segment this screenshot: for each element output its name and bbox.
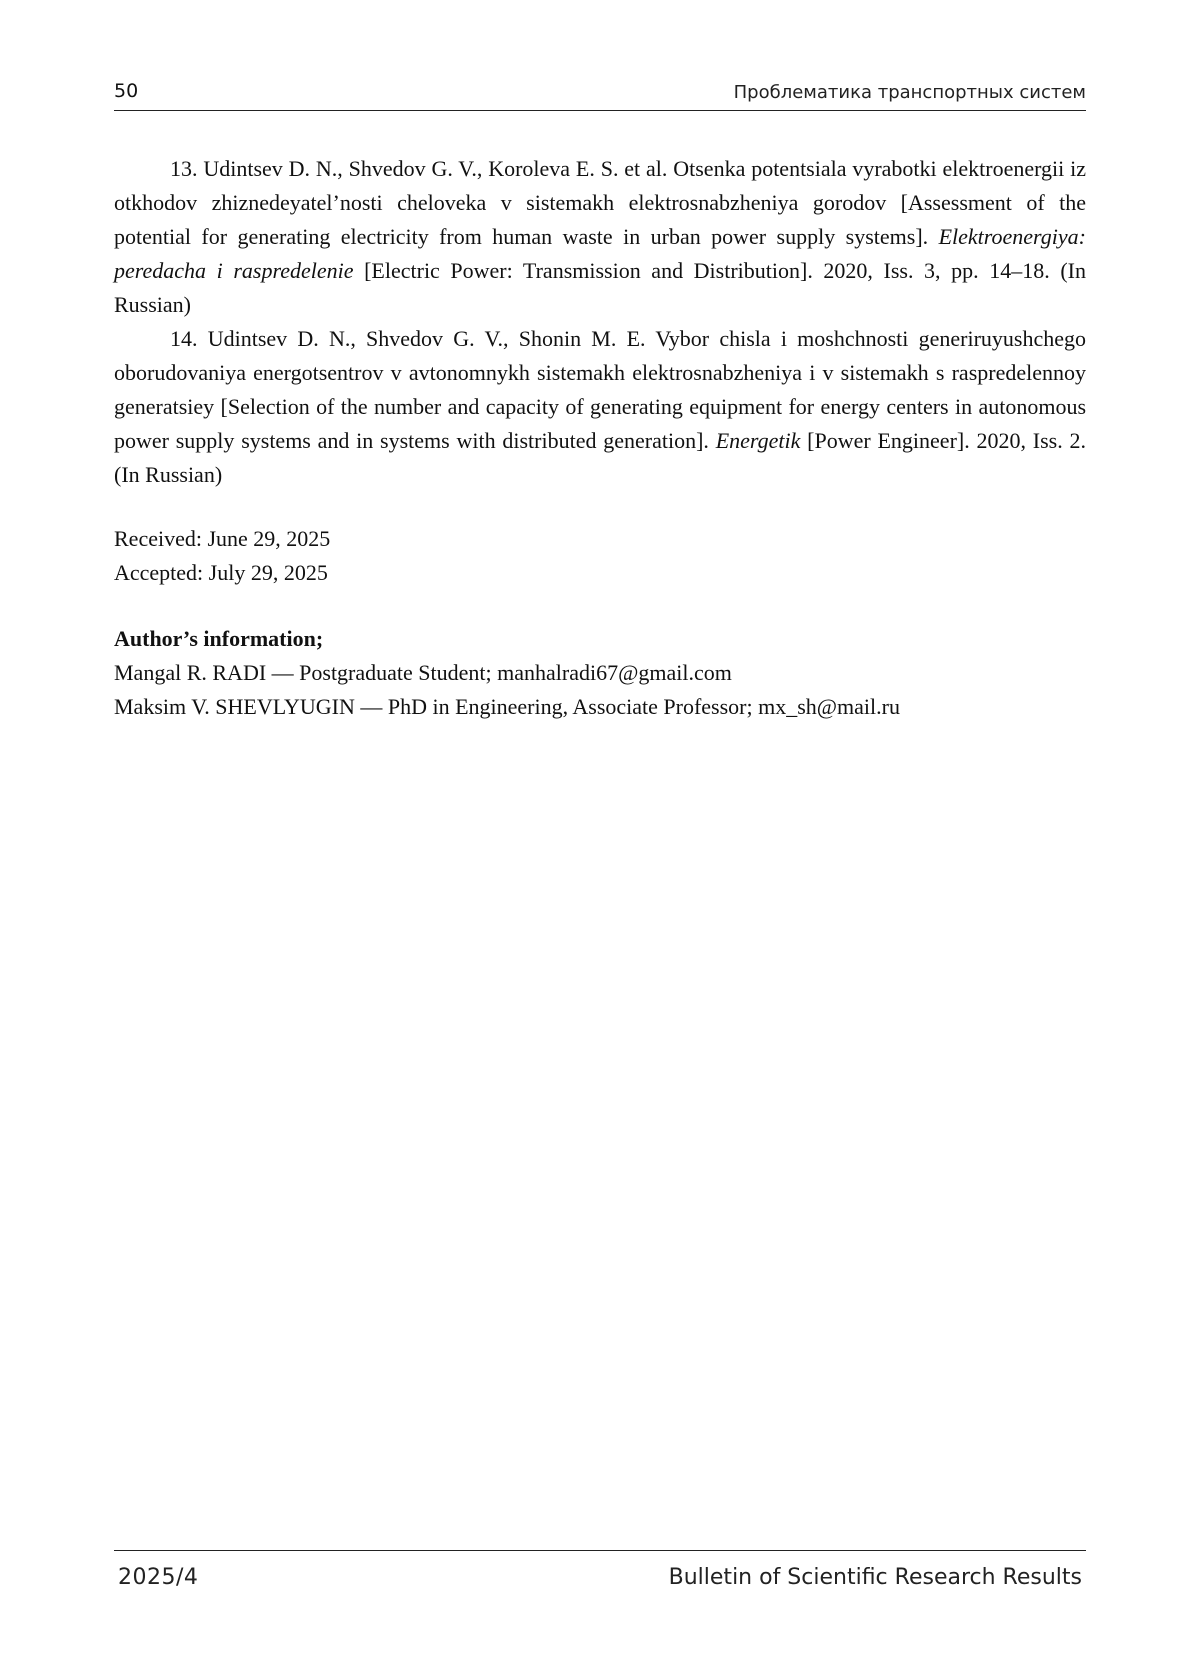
page-number: 50 [114, 80, 139, 102]
accepted-date: Accepted: July 29, 2025 [114, 560, 328, 585]
issue-number: 2025/4 [118, 1565, 199, 1590]
reference-13 [114, 152, 1086, 322]
reference-14 [114, 322, 1086, 492]
author-information [114, 622, 1086, 724]
author-line: Maksim V. SHEVLYUGIN — PhD in Engineering, Associate Professor; mx_sh@mail.ru [114, 694, 900, 719]
page-content [114, 152, 1086, 724]
reference-tail: [Power Engineer]. 2020, Iss. 2. (In Russian) [114, 428, 1086, 487]
received-date: Received: June 29, 2025 [114, 526, 331, 551]
author-line: Mangal R. RADI — Postgraduate Student; manhalradi67@gmail.com [114, 660, 732, 685]
reference-text: 13. Udintsev D. N., Shvedov G. V., Koroleva E. S. et al. Otsenka potentsiala vyrabotki elektroenergii iz otkhodov zhiznedeyatel’nosti cheloveka v sistemakh elektrosnabzheniya gorodov [Assessment of the potential for generating electricity from human waste in urban power supply systems]. [114, 156, 1086, 249]
reference-journal: Energetik [715, 428, 801, 453]
article-dates [114, 522, 1086, 590]
page-footer [114, 1550, 1086, 1590]
page-header [114, 74, 1086, 111]
reference-tail: [Electric Power: Transmission and Distribution]. 2020, Iss. 3, pp. 14–18. (In Russian) [114, 258, 1086, 317]
author-info-heading: Author’s information; [114, 626, 324, 651]
reference-journal: Elektroenergiya: peredacha i raspredelenie [114, 224, 1086, 283]
section-title: Проблематика транспортных систем [733, 82, 1086, 103]
journal-name: Bulletin of Scientific Research Results [668, 1565, 1082, 1590]
reference-text: 14. Udintsev D. N., Shvedov G. V., Shonin M. E. Vybor chisla i moshchnosti generiruyushchego oborudovaniya energotsentrov v avtonomnykh sistemakh elektrosnabzheniya i v sistemakh s raspredelennoy generatsiey [Selection of the number and capacity of generating equipment for energy centers in autonomous power supply systems and in systems with distributed generation]. [114, 326, 1086, 453]
